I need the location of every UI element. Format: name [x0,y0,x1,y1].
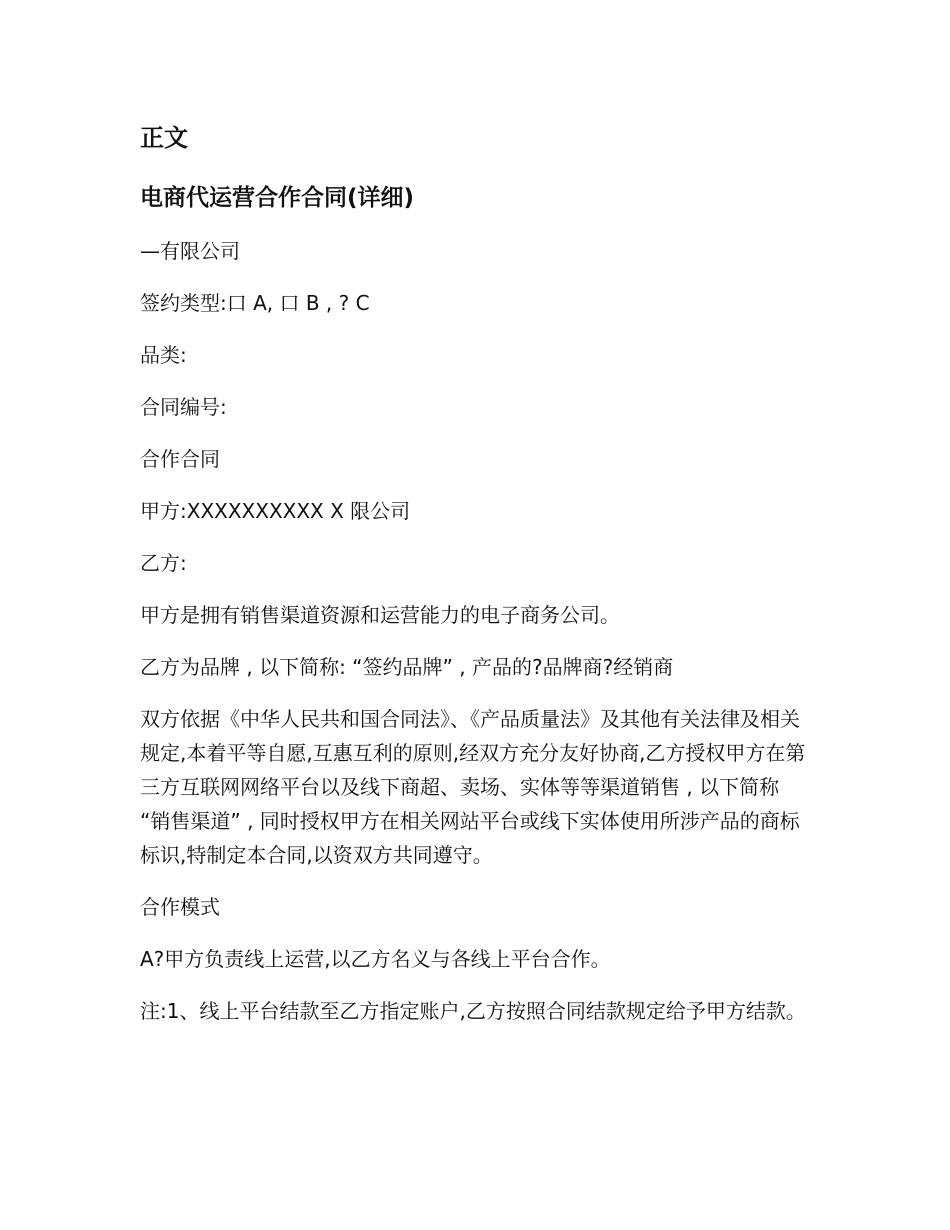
party-b-line: 乙方: [140,551,187,575]
party-b-description: 乙方为品牌 , 以下简称: “签约品牌” , 产品的?品牌商?经销商 [140,655,674,679]
mode-a-line: A?甲方负责线上运营,以乙方名义与各线上平台合作。 [140,947,611,971]
note-line: 注:1、线上平台结款至乙方指定账户,乙方按照合同结款规定给予甲方结款。 [140,999,806,1023]
document-title: 电商代运营合作合同(详细) [140,185,415,211]
party-a-line: 甲方:XXXXXXXXXX X 限公司 [140,499,411,523]
category-line: 品类: [140,343,187,367]
party-a-description: 甲方是拥有销售渠道资源和运营能力的电子商务公司。 [140,603,620,627]
company-name-line: —有限公司 [140,239,240,263]
section-heading: 正文 [140,124,188,152]
cooperation-mode-heading: 合作模式 [140,895,220,919]
agreement-basis-paragraph: 双方依据《中华人民共和国合同法》、《产品质量法》及其他有关法律及相关规定,本着平等自愿,互惠互利的原则,经双方充分友好协商,乙方授权甲方在第三方互联网网络平台以及线下商超、卖场、实体等等渠道销售 , 以下简称 “销售渠道” , 同时授权甲方在相关网站平台或线下实体使用所涉产品的商标标识,特制定本合同,以资双方共同遵守。 [140,707,806,867]
document-body [140,234,810,1046]
contract-type-line: 合作合同 [140,447,220,471]
contract-number-line: 合同编号: [140,395,227,419]
signing-type-line: 签约类型:口 A, 口 B , ? C [140,291,370,315]
